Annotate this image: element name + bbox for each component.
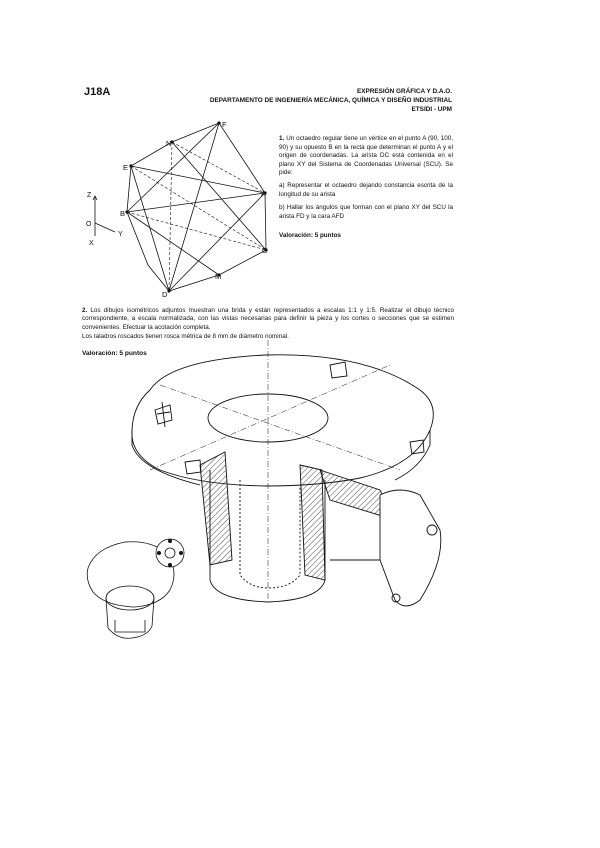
label-C: C: [262, 246, 268, 255]
question1-part-b: b) Hallar los ángulos que forman con el plano XY del SCU la arista FD y la cara AFD: [279, 204, 453, 220]
question2-number: 2.: [82, 307, 88, 314]
question1-intro: Un octaedro regular tiene un vértice en el punto A (90, 100, 90) y su opuesto B en la recta que determinan el punto A y el origen de coordenadas. La arista DC está contenida en el plano XY del Sistema de Coordenadas Universal (SCU). Se pide:: [279, 135, 454, 177]
question1-part-a: a) Representar el octaedro dejando constancia escrita de la longitud de su arista: [279, 182, 453, 198]
coordinate-axes: [93, 196, 115, 236]
label-E: E: [123, 163, 129, 172]
subject-title: EXPRESIÓN GRÁFICA Y D.A.O.: [356, 88, 452, 95]
label-F: F: [222, 120, 227, 129]
label-M: M: [215, 272, 222, 281]
question1-score: Valoración: 5 puntos: [279, 232, 341, 239]
axis-origin-label: O: [86, 221, 92, 228]
exam-code: J18A: [84, 86, 111, 98]
question2-text: Los dibujos isométricos adjuntos muestran una brida y están representados a escalas 1:1 y 1:5. Realizar el dibujo técnico correspondiente, a escala normalizada, con las vistas necesarias para definir la pieza y los cortes o secciones que se estimen convenientes. Efectuar la acotación completa.: [82, 307, 455, 331]
label-B: B: [120, 209, 126, 218]
flange-isometric-drawing: [132, 340, 441, 606]
school-title: ETSIDI - UPM: [411, 106, 452, 113]
label-A: A: [261, 189, 267, 198]
question1-number: 1.: [279, 135, 285, 142]
question2-score: Valoración: 5 puntos: [82, 350, 147, 357]
label-N: N: [166, 139, 172, 148]
octahedron-hidden-edges: [127, 142, 266, 291]
axis-z-label: Z: [87, 192, 92, 199]
question2-threads-note: Los taladros roscados tienen rosca métrica de 8 mm de diámetro nominal.: [82, 333, 289, 340]
axis-y-label: Y: [118, 231, 123, 238]
department-title: DEPARTAMENTO DE INGENIERÍA MECÁNICA, QUÍMICA Y DISEÑO INDUSTRIAL: [209, 97, 452, 104]
label-D: D: [162, 290, 168, 299]
axis-x-label: X: [89, 240, 94, 247]
flange-small-view: [87, 539, 184, 638]
